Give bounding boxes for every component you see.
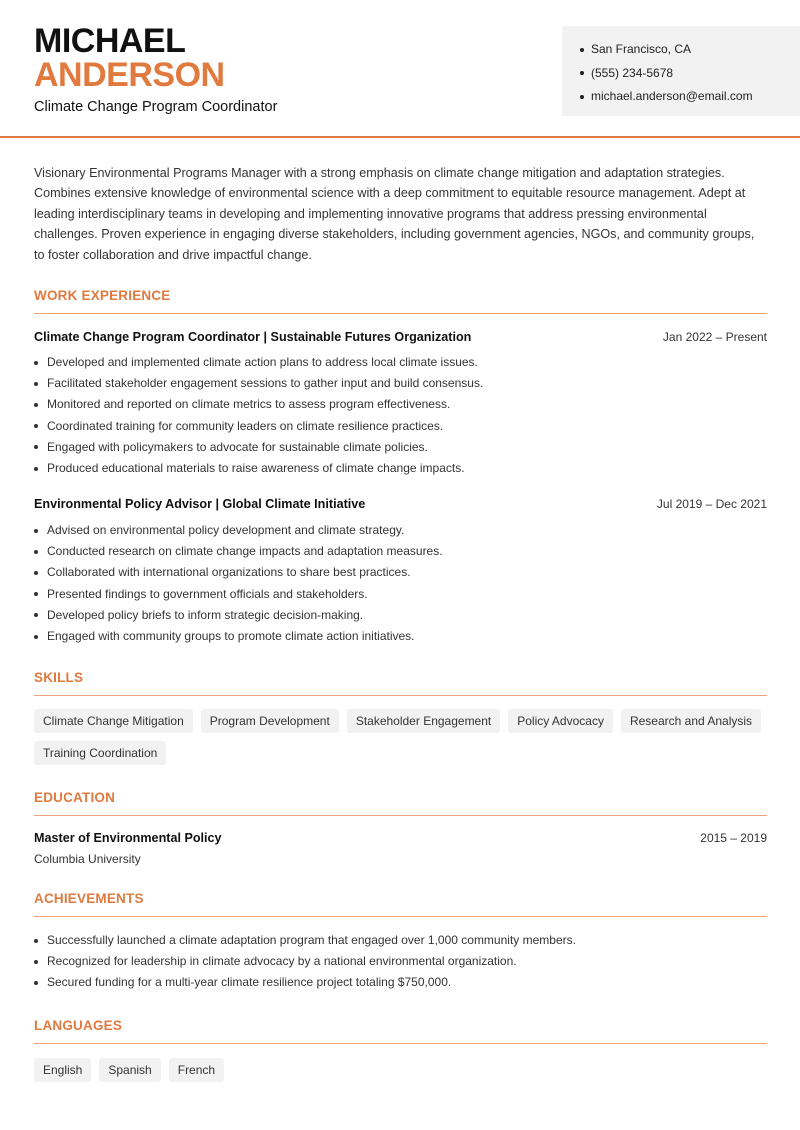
bullet-icon [34,939,38,943]
degree: Master of Environmental Policy [34,831,222,845]
bullet-icon [34,382,38,386]
bullet-icon [34,981,38,985]
school: Columbia University [34,852,141,866]
section-title-work: WORK EXPERIENCE [34,288,767,314]
bullet-icon [34,635,38,639]
bullet-icon [580,95,584,99]
list-item: Facilitated stakeholder engagement sessions to gather input and build consensus. [34,373,767,394]
list-item: Coordinated training for community leaders on climate resilience practices. [34,416,767,437]
contact-phone: (555) 234-5678 [580,62,800,86]
bullet-icon [34,571,38,575]
contact-box [562,26,800,116]
list-item: Conducted research on climate change impacts and adaptation measures. [34,541,767,562]
bullet-icon [34,424,38,428]
job-date: Jan 2022 – Present [662,330,767,344]
skill-chip: Training Coordination [34,741,166,765]
list-item: Engaged with community groups to promote climate action initiatives. [34,626,767,647]
job-header [34,330,767,344]
bullet-icon [34,467,38,471]
list-item: Produced educational materials to raise awareness of climate change impacts. [34,458,767,479]
job-header [34,497,767,511]
job-role: Environmental Policy Advisor | Global Climate Initiative [34,497,366,511]
skill-chip: Stakeholder Engagement [347,709,500,733]
skill-chip: Research and Analysis [621,709,761,733]
last-name: ANDERSON [34,56,225,94]
list-item: Recognized for leadership in climate advocacy by a national environmental organization. [34,951,767,972]
job-role: Climate Change Program Coordinator | Sustainable Futures Organization [34,330,472,344]
achievements-list [34,930,767,994]
language-chip: Spanish [99,1058,160,1082]
education-date: 2015 – 2019 [700,831,767,845]
education-header [34,831,767,845]
section-title-languages: LANGUAGES [34,1018,767,1044]
first-name: MICHAEL [34,22,186,60]
resume-header [0,0,800,138]
section-title-education: EDUCATION [34,790,767,816]
bullet-icon [34,613,38,617]
job-date: Jul 2019 – Dec 2021 [656,497,767,511]
section-title-skills: SKILLS [34,670,767,696]
list-item: Developed and implemented climate action plans to address local climate issues. [34,352,767,373]
list-item: Successfully launched a climate adaptation program that engaged over 1,000 community members. [34,930,767,951]
contact-email: michael.anderson@email.com [580,85,800,109]
bullet-icon [580,48,584,52]
bullet-icon [34,592,38,596]
skill-chip: Policy Advocacy [508,709,613,733]
contact-location: San Francisco, CA [580,38,800,62]
job-bullets [34,520,767,647]
list-item: Collaborated with international organizations to share best practices. [34,562,767,583]
bullet-icon [34,445,38,449]
section-title-achievements: ACHIEVEMENTS [34,891,767,917]
list-item: Developed policy briefs to inform strategic decision-making. [34,605,767,626]
bullet-icon [34,960,38,964]
list-item: Monitored and reported on climate metrics to assess program effectiveness. [34,394,767,415]
language-chip: English [34,1058,91,1082]
bullet-icon [34,550,38,554]
list-item: Presented findings to government officials and stakeholders. [34,584,767,605]
bullet-icon [34,361,38,365]
job-bullets [34,352,767,479]
language-chip: French [169,1058,224,1082]
bullet-icon [580,71,584,75]
bullet-icon [34,403,38,407]
skill-chip: Climate Change Mitigation [34,709,193,733]
skills-list [34,709,767,765]
list-item: Secured funding for a multi-year climate resilience project totaling $750,000. [34,972,767,993]
languages-list [34,1058,767,1082]
bullet-icon [34,529,38,533]
job-title: Climate Change Program Coordinator [34,99,278,115]
list-item: Engaged with policymakers to advocate for sustainable climate policies. [34,437,767,458]
summary: Visionary Environmental Programs Manager with a strong emphasis on climate change mitigation and adaptation strategies. Combines extensive knowledge of environmental science with a deep commitment to equitable resource management. Adept at leading interdisciplinary teams in developing and implementing innovative programs that address pressing environmental challenges. Proven experience in engaging diverse stakeholders, including government agencies, NGOs, and community groups, to foster collaboration and drive impactful change. [34,166,755,262]
list-item: Advised on environmental policy development and climate strategy. [34,520,767,541]
skill-chip: Program Development [201,709,339,733]
